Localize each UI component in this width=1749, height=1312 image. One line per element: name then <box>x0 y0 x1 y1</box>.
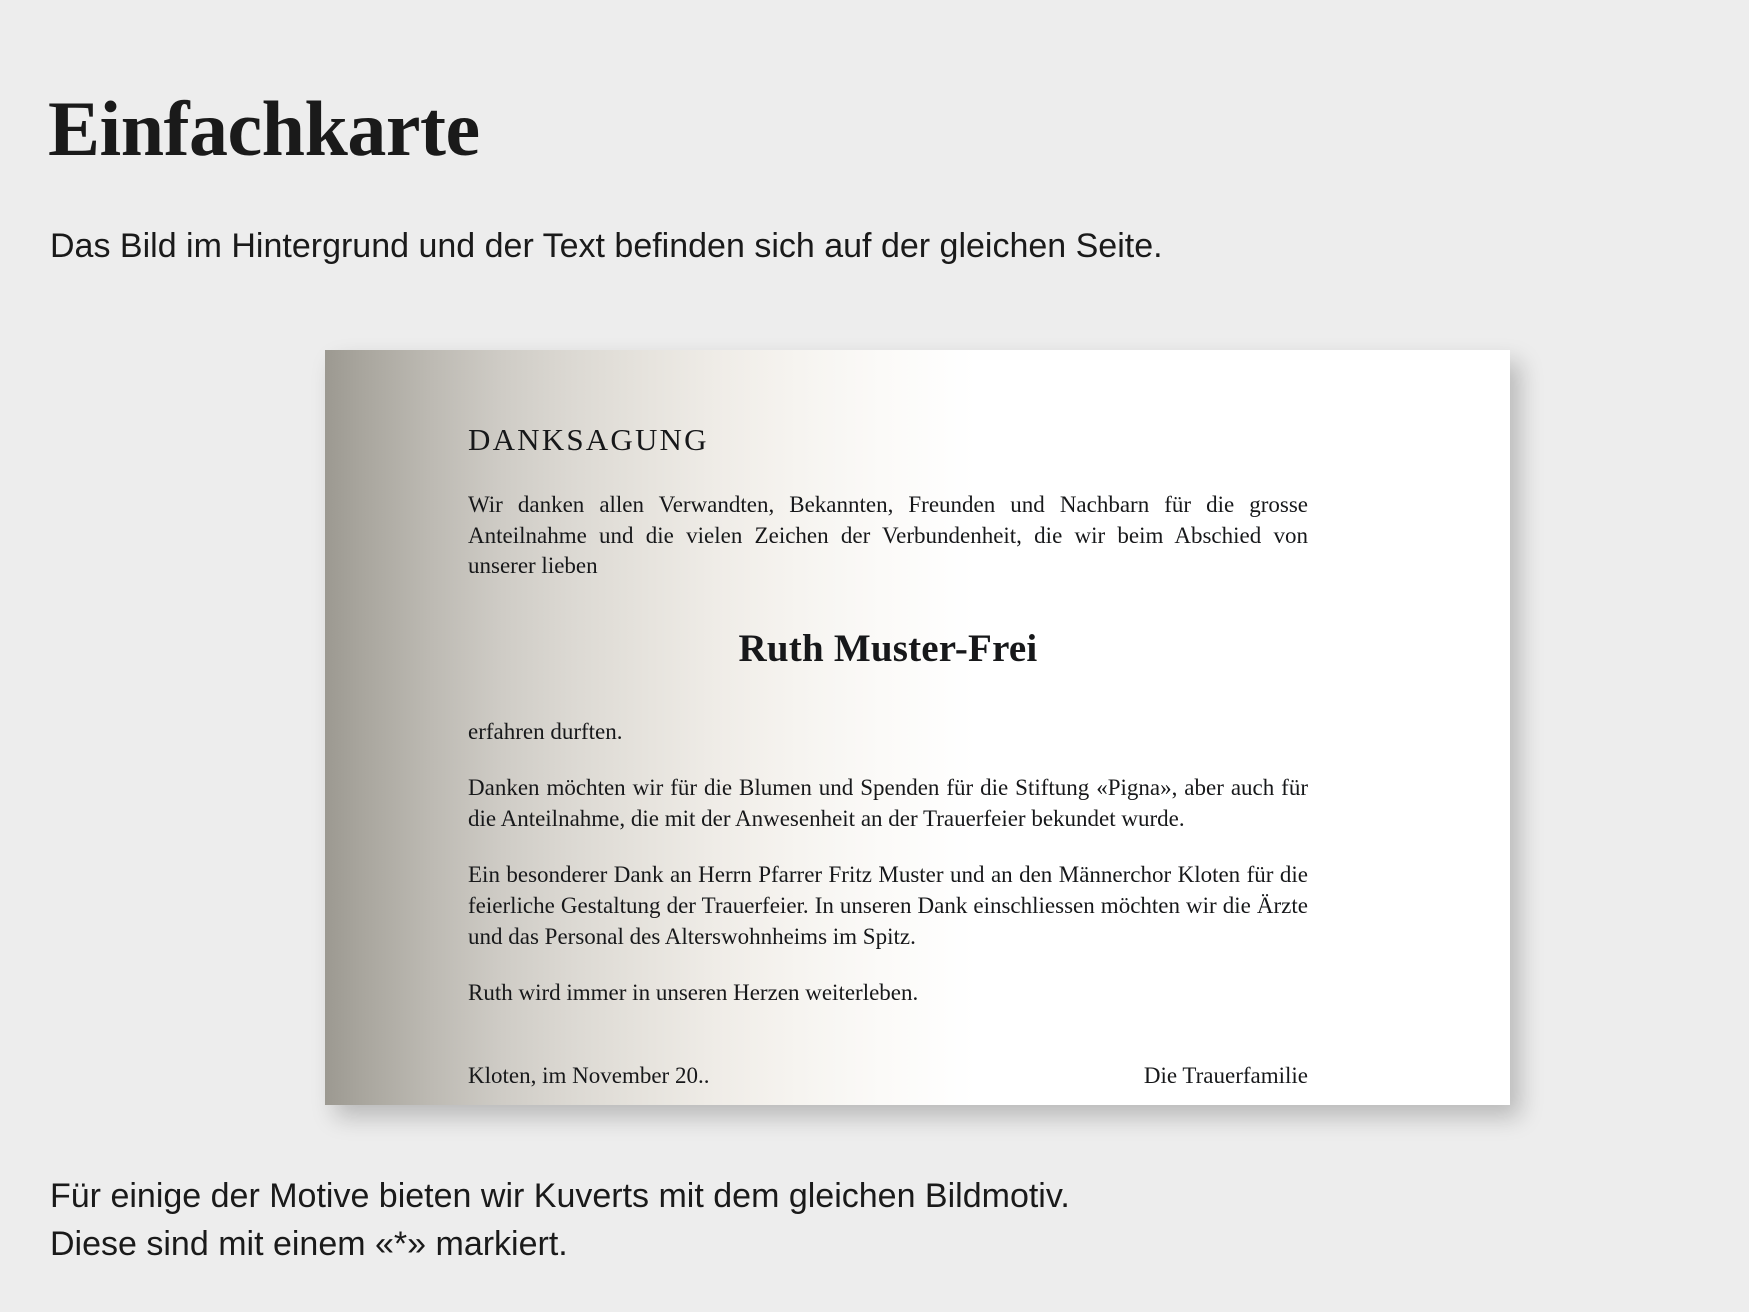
card-paragraph-1: Wir danken allen Verwandten, Bekannten, Freunden und Nachbarn für die grosse Anteilnahme und die vielen Zeichen der Verbundenheit, die wir beim Abschied von unserer lieben <box>468 492 1308 579</box>
card-paragraph-2: erfahren durften. <box>468 718 623 744</box>
card-paragraph-3: Danken möchten wir für die Blumen und Spenden für die Stiftung «Pigna», aber auch für die Anteilnahme, die mit der Anwesenheit an der Trauerfeier bekundet wurde. <box>468 775 1308 831</box>
deceased-name: Ruth Muster-Frei <box>738 626 1038 670</box>
page-title: Einfachkarte <box>48 85 480 173</box>
card-paragraph-4: Ein besonderer Dank an Herrn Pfarrer Fritz Muster und an den Männerchor Kloten für die feierliche Gestaltung der Trauerfeier. In unseren Dank einschliessen möchten wir die Ärzte und das Personal des Alterswohnheims im Spitz. <box>468 862 1308 949</box>
card-footer-signature: Die Trauerfamilie <box>1143 1062 1308 1088</box>
card-paragraph-5: Ruth wird immer in unseren Herzen weiterleben. <box>468 980 919 1006</box>
card-content <box>468 422 1308 1089</box>
footer-note-line-1: Für einige der Motive bieten wir Kuverts mit dem gleichen Bildmotiv. <box>50 1177 1070 1215</box>
intro-description: Das Bild im Hintergrund und der Text befinden sich auf der gleichen Seite. <box>50 227 1163 265</box>
card-footer-place-date: Kloten, im November 20.. <box>468 1062 710 1088</box>
condolence-card <box>325 350 1510 1105</box>
footer-note <box>50 1172 1070 1269</box>
card-footer <box>468 1063 1308 1089</box>
footer-note-line-2: Diese sind mit einem «*» markiert. <box>50 1225 568 1264</box>
card-heading: DANKSAGUNG <box>468 422 709 457</box>
card-preview <box>325 350 1510 1105</box>
